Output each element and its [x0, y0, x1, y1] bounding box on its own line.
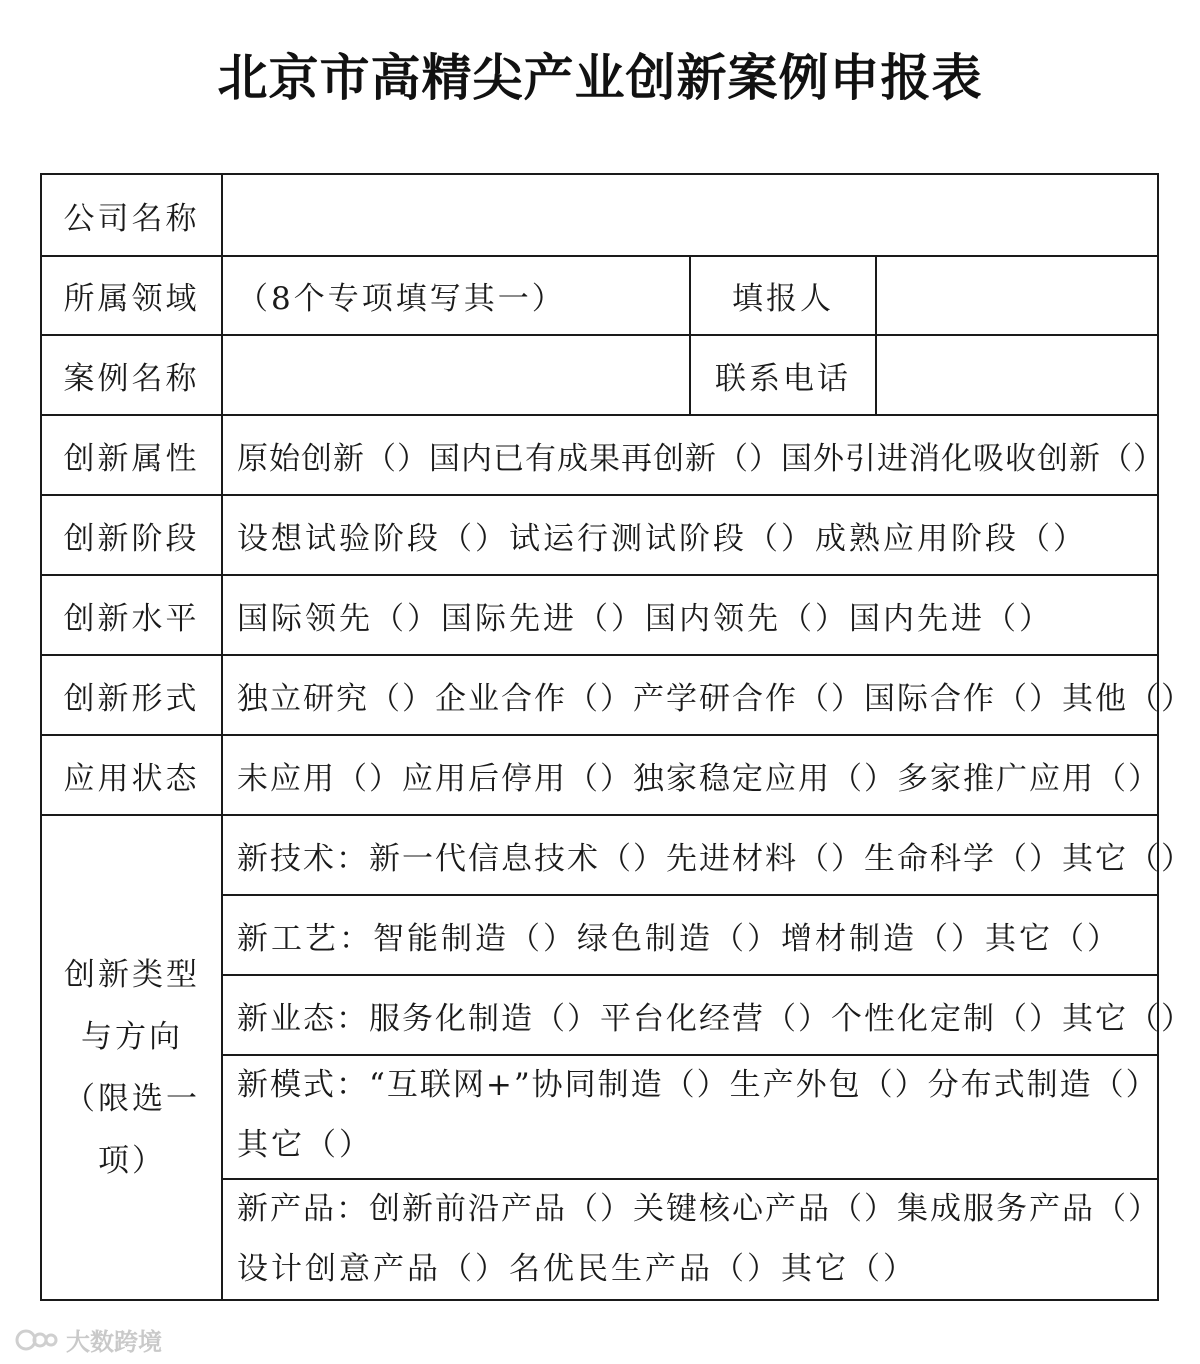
new-product-line: 新产品：创新前沿产品（）关键核心产品（）集成服务产品（）: [237, 1191, 1161, 1227]
innovation-type-label-line: 项）: [98, 1143, 166, 1179]
watermark: [14, 1322, 162, 1357]
innovation-type-label-line: 与方向: [81, 1019, 183, 1055]
application-status-options[interactable]: 未应用（）应用后停用（）独家稳定应用（）多家推广应用（）: [237, 760, 1161, 797]
new-process-options[interactable]: 新工艺：智能制造（）绿色制造（）增材制造（）其它（）: [237, 920, 1121, 957]
new-model-line: 新模式：“互联网+”协同制造（）生产外包（）分布式制造（）: [237, 1067, 1159, 1103]
new-product-options[interactable]: [223, 1180, 1161, 1299]
brand-logo-icon: [14, 1325, 60, 1355]
new-model-line: 其它（）: [237, 1127, 373, 1163]
application-status-label: 应用状态: [63, 760, 200, 797]
case-name-field[interactable]: [223, 336, 689, 414]
phone-label: 联系电话: [715, 360, 851, 397]
innovation-level-options[interactable]: 国际领先（）国际先进（）国内领先（）国内先进（）: [237, 600, 1053, 637]
field-value[interactable]: （8个专项填写其一）: [237, 281, 566, 317]
innovation-level-label: 创新水平: [63, 600, 200, 637]
new-product-line: 设计创意产品（）名优民生产品（）其它（）: [237, 1251, 917, 1287]
case-name-label: 案例名称: [63, 360, 200, 397]
field-label: 所属领域: [63, 281, 200, 317]
innovation-stage-options[interactable]: 设想试验阶段（）试运行测试阶段（）成熟应用阶段（）: [237, 520, 1087, 557]
new-technology-options[interactable]: 新技术：新一代信息技术（）先进材料（）生命科学（）其它（）: [237, 840, 1194, 877]
innovation-type-label: [42, 816, 221, 1299]
phone-field[interactable]: [877, 336, 1157, 414]
company-name-label: 公司名称: [63, 200, 200, 237]
new-business-options[interactable]: 新业态：服务化制造（）平台化经营（）个性化定制（）其它（）: [237, 1000, 1194, 1037]
innovation-form-options[interactable]: 独立研究（）企业合作（）产学研合作（）国际合作（）其他（）: [237, 680, 1194, 717]
innovation-form-label: 创新形式: [63, 680, 200, 717]
innovation-type-label-line: （限选一: [64, 1081, 200, 1117]
reporter-label: 填报人: [732, 281, 834, 317]
innovation-attribute-label: 创新属性: [63, 440, 200, 477]
application-form-table: [40, 173, 1194, 1301]
form-title: 北京市高精尖产业创新案例申报表: [217, 49, 983, 107]
innovation-stage-label: 创新阶段: [63, 520, 200, 557]
new-model-options[interactable]: [223, 1056, 1159, 1178]
innovation-type-label-line: 创新类型: [64, 957, 200, 993]
reporter-field[interactable]: [877, 257, 1157, 334]
watermark-text: 大数跨境: [66, 1328, 162, 1356]
innovation-attribute-options[interactable]: 原始创新（）国内已有成果再创新（）国外引进消化吸收创新（）: [237, 440, 1165, 477]
company-name-field[interactable]: [223, 175, 1157, 255]
